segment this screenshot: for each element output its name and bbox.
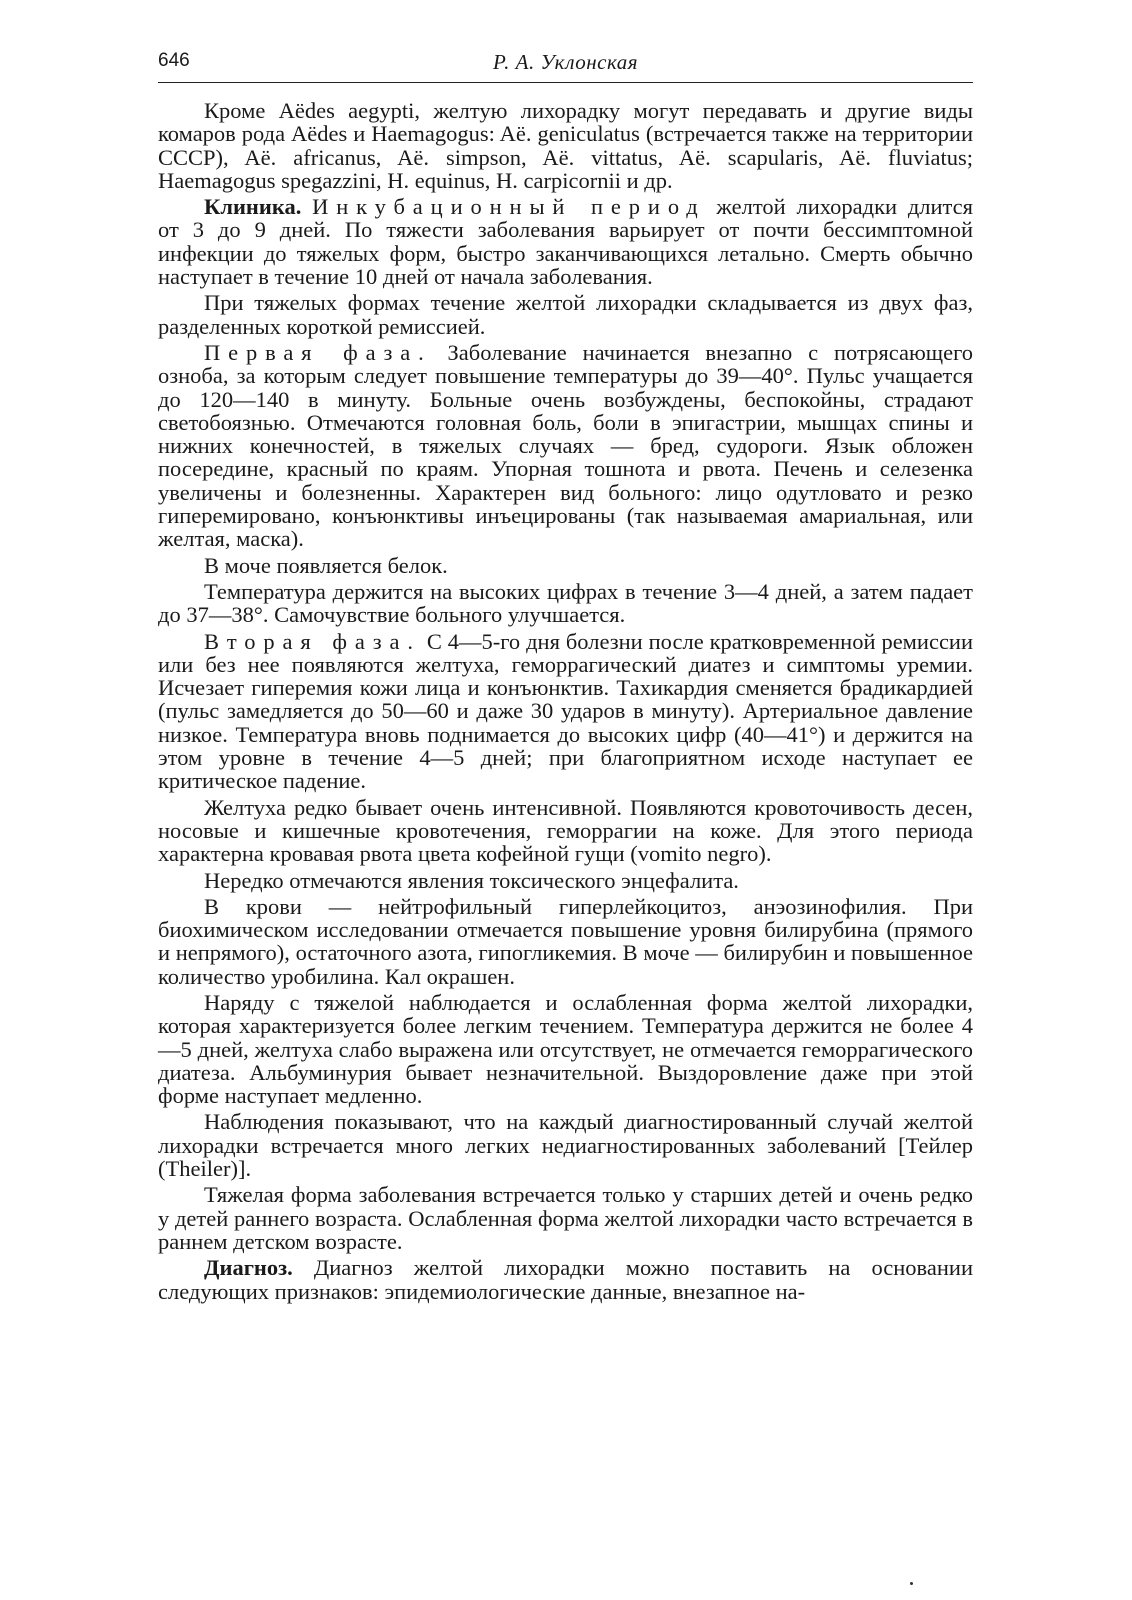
running-head-author: Р. А. Уклонская — [492, 50, 639, 74]
spaced-term-incubation: Инкубационный период — [312, 194, 706, 220]
page-header — [158, 40, 973, 83]
section-heading-diagnosis: Диагноз. — [204, 1255, 293, 1281]
paragraph-vectors: Кроме Aëdes aegypti, желтую лихорадку могут передавать и другие виды комаров рода Aëdes и Haemagogus: Aë. geniculatus (встречается также на территории СССР), Aë. africanus, Aë. simpson, Aë. vittatus, Aë. scapularis, Aë. fluviatus; Haemagogus spegazzini, H. equinus, H. carpicornii и др. — [158, 98, 973, 193]
paragraph-temperature: Температура держится на высоких цифрах в течение 3—4 дней, а затем падает до 37—38°. Самочувствие больного улучшается. — [158, 578, 973, 628]
paragraph-clinic: Клиника. Инкубационный период желтой лихорадки длится от 3 до 9 дней. По тяжести заболевания варьирует от почти бессимптомной инфекции до тяжелых форм, быстро заканчивающихся летально. Смерть обычно наступает в течение 10 дней от начала заболевания. — [158, 194, 973, 290]
book-page — [158, 40, 973, 1306]
body-text — [158, 99, 973, 1303]
paragraph-blood: В крови — нейтрофильный гиперлейкоцитоз, анэозинофилия. При биохимическом исследовании отмечается повышение уровня билирубина (прямого и непрямого), остаточного азота, гипогликемия. В моче — билирубин и повышенное количество уробилина. Кал окрашен. — [158, 893, 973, 989]
print-speck — [910, 1582, 913, 1585]
paragraph-age: Тяжелая форма заболевания встречается только у старших детей и очень редко у детей раннего возраста. Ослабленная форма желтой лихорадки часто встречается в раннем детском возрасте. — [158, 1182, 973, 1254]
paragraph-urine-protein: В моче появляется белок. — [204, 552, 448, 578]
paragraph-jaundice: Желтуха редко бывает очень интенсивной. Появляются кровоточивость десен, носовые и кишечные кровотечения, геморрагии на коже. Для этого периода характерна кровавая рвота цвета кофейной гущи (vomito negro). — [158, 794, 973, 867]
paragraph-second-phase: Вторая фаза. С 4—5-го дня болезни после кратковременной ремиссии или без нее появляются желтуха, геморрагический диатез и симптомы уремии. Исчезает гиперемия кожи лица и конъюнктив. Тахикардия сменяется брадикардией (пульс замедляется до 50—60 и даже 30 ударов в минуту). Артериальное давление низкое. Температура вновь поднимается до высоких цифр (40—41°) и держится на этом уровне в течение 4—5 дней; при благоприятном исходе наступает ее критическое падение. — [158, 628, 974, 794]
paragraph-observations: Наблюдения показывают, что на каждый диагностированный случай желтой лихорадки встречается много легких недиагностированных заболеваний [Тейлер (Theiler)]. — [158, 1109, 973, 1182]
paragraph-first-phase: Первая фаза. Заболевание начинается внезапно с потрясающего озноба, за которым следует повышение температуры до 39—40°. Пульс учащается до 120—140 в минуту. Больные очень возбуждены, беспокойны, страдают светобоязнью. Отмечаются головная боль, боли в эпигастрии, мышцах спины и нижних конечностей, в тяжелых случаях — бред, судороги. Язык обложен посередине, красный по краям. Упорная тошнота и рвота. Печень и селезенка увеличены и болезненны. Характерен вид больного: лицо одутловато и резко гиперемировано, конъюнктивы инъецированы (так называемая амариальная, или желтая, маска). — [158, 339, 974, 552]
spaced-term-second-phase: Вторая фаза. — [204, 628, 421, 654]
spaced-term-first-phase: Первая фаза. — [204, 339, 432, 365]
paragraph-diagnosis: Диагноз. Диагноз желтой лихорадки можно поставить на основании следующих признаков: эпидемиологические данные, внезапное на- — [158, 1255, 973, 1304]
paragraph-mild-form: Наряду с тяжелой наблюдается и ослабленная форма желтой лихорадки, которая характеризуется более легким течением. Температура держится не более 4—5 дней, желтуха слабо выражена или отсутствует, не отмечается геморрагического диатеза. Альбуминурия бывает незначительной. Выздоровление даже при этой форме наступает медленно. — [158, 989, 973, 1109]
paragraph-two-phases: При тяжелых формах течение желтой лихорадки складывается из двух фаз, разделенных короткой ремиссией. — [158, 290, 973, 339]
page-number: 646 — [158, 50, 190, 71]
section-heading-clinic: Клиника. — [204, 194, 302, 220]
paragraph-encephalitis: Нередко отмечаются явления токсического энцефалита. — [204, 867, 739, 893]
